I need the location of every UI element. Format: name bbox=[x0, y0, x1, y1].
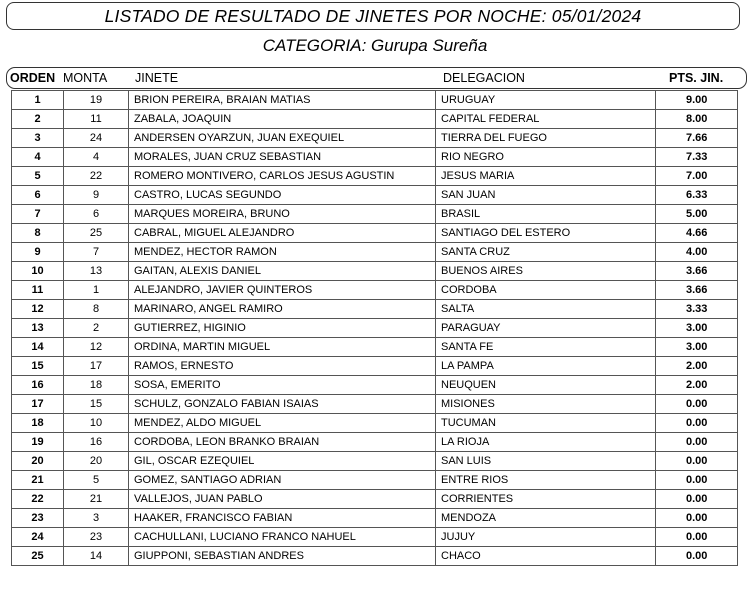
report-title: LISTADO DE RESULTADO DE JINETES POR NOCHE: 05/01/2024 bbox=[104, 5, 642, 26]
cell-jinete: GAITAN, ALEXIS DANIEL bbox=[129, 262, 436, 281]
cell-monta: 15 bbox=[64, 395, 129, 414]
cell-pts: 3.00 bbox=[656, 319, 738, 338]
cell-delegacion: SANTIAGO DEL ESTERO bbox=[436, 224, 656, 243]
cell-jinete: MORALES, JUAN CRUZ SEBASTIAN bbox=[129, 148, 436, 167]
cell-monta: 9 bbox=[64, 186, 129, 205]
table-row bbox=[12, 414, 738, 433]
cell-jinete: MENDEZ, ALDO MIGUEL bbox=[129, 414, 436, 433]
cell-jinete: VALLEJOS, JUAN PABLO bbox=[129, 490, 436, 509]
cell-pts: 3.00 bbox=[656, 338, 738, 357]
cell-delegacion: MENDOZA bbox=[436, 509, 656, 528]
table-row bbox=[12, 433, 738, 452]
cell-monta: 6 bbox=[64, 205, 129, 224]
cell-jinete: ROMERO MONTIVERO, CARLOS JESUS AGUSTIN bbox=[129, 167, 436, 186]
table-row bbox=[12, 300, 738, 319]
table-row bbox=[12, 490, 738, 509]
results-table bbox=[11, 90, 738, 566]
cell-monta: 25 bbox=[64, 224, 129, 243]
cell-delegacion: JESUS MARIA bbox=[436, 167, 656, 186]
cell-monta: 7 bbox=[64, 243, 129, 262]
cell-monta: 22 bbox=[64, 167, 129, 186]
column-header-monta: MONTA bbox=[63, 71, 108, 85]
cell-monta: 13 bbox=[64, 262, 129, 281]
cell-delegacion: SANTA FE bbox=[436, 338, 656, 357]
cell-orden: 19 bbox=[12, 433, 64, 452]
cell-pts: 5.00 bbox=[656, 205, 738, 224]
cell-jinete: GOMEZ, SANTIAGO ADRIAN bbox=[129, 471, 436, 490]
table-row bbox=[12, 129, 738, 148]
cell-monta: 4 bbox=[64, 148, 129, 167]
cell-delegacion: CHACO bbox=[436, 547, 656, 566]
cell-monta: 3 bbox=[64, 509, 129, 528]
table-row bbox=[12, 357, 738, 376]
cell-pts: 6.33 bbox=[656, 186, 738, 205]
cell-jinete: ORDINA, MARTIN MIGUEL bbox=[129, 338, 436, 357]
cell-jinete: BRION PEREIRA, BRAIAN MATIAS bbox=[129, 91, 436, 110]
table-row bbox=[12, 243, 738, 262]
cell-orden: 9 bbox=[12, 243, 64, 262]
cell-pts: 4.00 bbox=[656, 243, 738, 262]
cell-delegacion: SANTA CRUZ bbox=[436, 243, 656, 262]
cell-orden: 18 bbox=[12, 414, 64, 433]
cell-jinete: GUTIERREZ, HIGINIO bbox=[129, 319, 436, 338]
cell-orden: 1 bbox=[12, 91, 64, 110]
results-table-body bbox=[12, 91, 738, 566]
cell-orden: 20 bbox=[12, 452, 64, 471]
table-row bbox=[12, 509, 738, 528]
table-row bbox=[12, 110, 738, 129]
cell-pts: 0.00 bbox=[656, 452, 738, 471]
cell-pts: 0.00 bbox=[656, 433, 738, 452]
cell-monta: 17 bbox=[64, 357, 129, 376]
cell-jinete: ALEJANDRO, JAVIER QUINTEROS bbox=[129, 281, 436, 300]
table-row bbox=[12, 262, 738, 281]
cell-pts: 4.66 bbox=[656, 224, 738, 243]
table-row bbox=[12, 224, 738, 243]
cell-monta: 11 bbox=[64, 110, 129, 129]
column-header-pts: PTS. JIN. bbox=[669, 71, 724, 85]
cell-pts: 2.00 bbox=[656, 376, 738, 395]
table-row bbox=[12, 91, 738, 110]
cell-pts: 3.66 bbox=[656, 281, 738, 300]
cell-monta: 23 bbox=[64, 528, 129, 547]
cell-jinete: GIL, OSCAR EZEQUIEL bbox=[129, 452, 436, 471]
cell-pts: 7.33 bbox=[656, 148, 738, 167]
cell-jinete: CABRAL, MIGUEL ALEJANDRO bbox=[129, 224, 436, 243]
cell-pts: 9.00 bbox=[656, 91, 738, 110]
cell-jinete: CASTRO, LUCAS SEGUNDO bbox=[129, 186, 436, 205]
cell-orden: 21 bbox=[12, 471, 64, 490]
table-row bbox=[12, 281, 738, 300]
category-subtitle: CATEGORIA: Gurupa Sureña bbox=[262, 36, 488, 55]
cell-delegacion: CAPITAL FEDERAL bbox=[436, 110, 656, 129]
cell-delegacion: URUGUAY bbox=[436, 91, 656, 110]
cell-jinete: GIUPPONI, SEBASTIAN ANDRES bbox=[129, 547, 436, 566]
cell-orden: 2 bbox=[12, 110, 64, 129]
cell-orden: 3 bbox=[12, 129, 64, 148]
cell-orden: 8 bbox=[12, 224, 64, 243]
cell-delegacion: NEUQUEN bbox=[436, 376, 656, 395]
table-row bbox=[12, 148, 738, 167]
cell-monta: 18 bbox=[64, 376, 129, 395]
table-row bbox=[12, 471, 738, 490]
cell-monta: 10 bbox=[64, 414, 129, 433]
cell-delegacion: LA RIOJA bbox=[436, 433, 656, 452]
cell-jinete: ANDERSEN OYARZUN, JUAN EXEQUIEL bbox=[129, 129, 436, 148]
cell-monta: 24 bbox=[64, 129, 129, 148]
cell-jinete: RAMOS, ERNESTO bbox=[129, 357, 436, 376]
cell-delegacion: ENTRE RIOS bbox=[436, 471, 656, 490]
cell-delegacion: TIERRA DEL FUEGO bbox=[436, 129, 656, 148]
cell-orden: 12 bbox=[12, 300, 64, 319]
cell-delegacion: BRASIL bbox=[436, 205, 656, 224]
cell-orden: 7 bbox=[12, 205, 64, 224]
column-header-jinete: JINETE bbox=[135, 71, 179, 85]
cell-pts: 7.66 bbox=[656, 129, 738, 148]
cell-jinete: MARINARO, ANGEL RAMIRO bbox=[129, 300, 436, 319]
cell-orden: 5 bbox=[12, 167, 64, 186]
table-header bbox=[6, 67, 747, 89]
cell-monta: 2 bbox=[64, 319, 129, 338]
cell-delegacion: RIO NEGRO bbox=[436, 148, 656, 167]
table-row bbox=[12, 376, 738, 395]
cell-delegacion: TUCUMAN bbox=[436, 414, 656, 433]
table-row bbox=[12, 338, 738, 357]
cell-delegacion: JUJUY bbox=[436, 528, 656, 547]
cell-delegacion: SAN JUAN bbox=[436, 186, 656, 205]
cell-delegacion: SAN LUIS bbox=[436, 452, 656, 471]
cell-monta: 20 bbox=[64, 452, 129, 471]
cell-delegacion: LA PAMPA bbox=[436, 357, 656, 376]
cell-pts: 3.33 bbox=[656, 300, 738, 319]
cell-orden: 13 bbox=[12, 319, 64, 338]
cell-orden: 4 bbox=[12, 148, 64, 167]
cell-monta: 1 bbox=[64, 281, 129, 300]
cell-jinete: MENDEZ, HECTOR RAMON bbox=[129, 243, 436, 262]
table-row bbox=[12, 167, 738, 186]
cell-orden: 15 bbox=[12, 357, 64, 376]
cell-pts: 2.00 bbox=[656, 357, 738, 376]
cell-orden: 16 bbox=[12, 376, 64, 395]
cell-jinete: ZABALA, JOAQUIN bbox=[129, 110, 436, 129]
table-row bbox=[12, 528, 738, 547]
cell-delegacion: BUENOS AIRES bbox=[436, 262, 656, 281]
cell-orden: 6 bbox=[12, 186, 64, 205]
cell-pts: 0.00 bbox=[656, 414, 738, 433]
table-row bbox=[12, 186, 738, 205]
cell-orden: 24 bbox=[12, 528, 64, 547]
cell-monta: 12 bbox=[64, 338, 129, 357]
cell-jinete: CACHULLANI, LUCIANO FRANCO NAHUEL bbox=[129, 528, 436, 547]
cell-pts: 0.00 bbox=[656, 528, 738, 547]
cell-delegacion: SALTA bbox=[436, 300, 656, 319]
cell-delegacion: PARAGUAY bbox=[436, 319, 656, 338]
cell-orden: 11 bbox=[12, 281, 64, 300]
cell-pts: 8.00 bbox=[656, 110, 738, 129]
cell-pts: 0.00 bbox=[656, 547, 738, 566]
report-title-box bbox=[6, 2, 740, 30]
cell-monta: 19 bbox=[64, 91, 129, 110]
cell-pts: 3.66 bbox=[656, 262, 738, 281]
cell-monta: 16 bbox=[64, 433, 129, 452]
cell-jinete: SCHULZ, GONZALO FABIAN ISAIAS bbox=[129, 395, 436, 414]
cell-delegacion: CORDOBA bbox=[436, 281, 656, 300]
table-row bbox=[12, 205, 738, 224]
cell-pts: 0.00 bbox=[656, 509, 738, 528]
cell-monta: 21 bbox=[64, 490, 129, 509]
table-row bbox=[12, 452, 738, 471]
cell-orden: 10 bbox=[12, 262, 64, 281]
cell-jinete: SOSA, EMERITO bbox=[129, 376, 436, 395]
cell-delegacion: CORRIENTES bbox=[436, 490, 656, 509]
cell-orden: 23 bbox=[12, 509, 64, 528]
cell-monta: 8 bbox=[64, 300, 129, 319]
cell-pts: 0.00 bbox=[656, 471, 738, 490]
cell-orden: 22 bbox=[12, 490, 64, 509]
cell-orden: 25 bbox=[12, 547, 64, 566]
cell-pts: 7.00 bbox=[656, 167, 738, 186]
cell-jinete: HAAKER, FRANCISCO FABIAN bbox=[129, 509, 436, 528]
table-row bbox=[12, 547, 738, 566]
table-row bbox=[12, 395, 738, 414]
cell-delegacion: MISIONES bbox=[436, 395, 656, 414]
cell-pts: 0.00 bbox=[656, 490, 738, 509]
cell-jinete: CORDOBA, LEON BRANKO BRAIAN bbox=[129, 433, 436, 452]
table-row bbox=[12, 319, 738, 338]
column-header-delegacion: DELEGACION bbox=[443, 71, 525, 85]
cell-pts: 0.00 bbox=[656, 395, 738, 414]
cell-monta: 14 bbox=[64, 547, 129, 566]
cell-jinete: MARQUES MOREIRA, BRUNO bbox=[129, 205, 436, 224]
cell-orden: 17 bbox=[12, 395, 64, 414]
cell-monta: 5 bbox=[64, 471, 129, 490]
cell-orden: 14 bbox=[12, 338, 64, 357]
column-header-orden: ORDEN bbox=[10, 71, 56, 85]
